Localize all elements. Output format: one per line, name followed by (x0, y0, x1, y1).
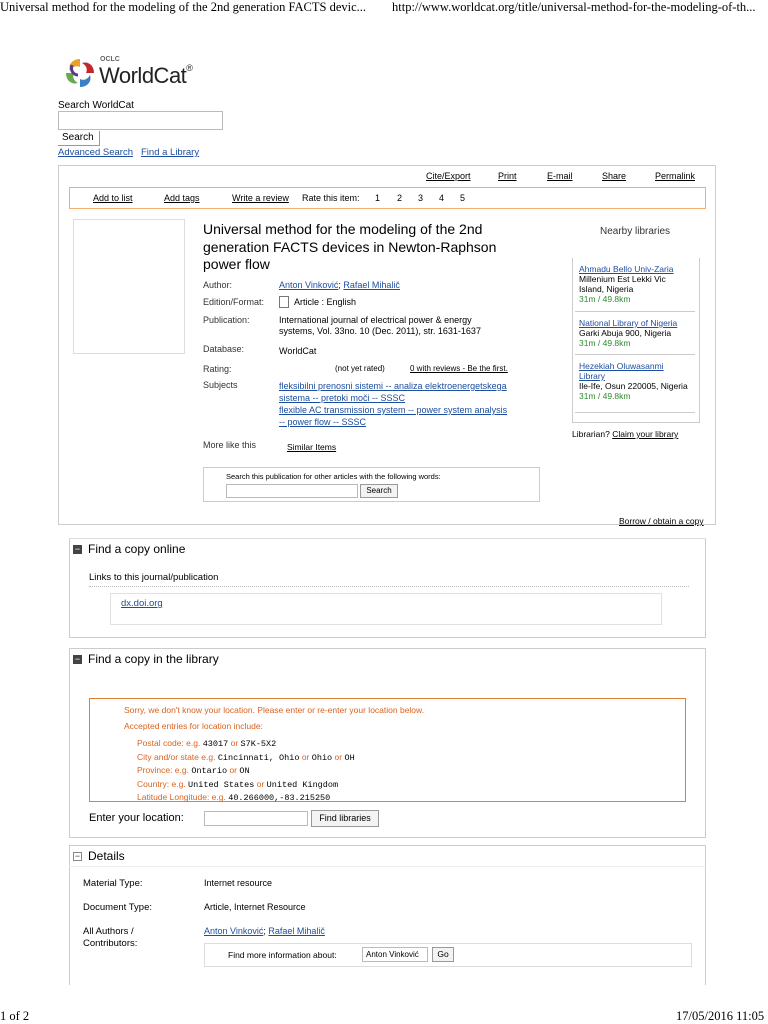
add-to-list-link[interactable]: Add to list (93, 193, 133, 203)
more-like-this-label: More like this (203, 440, 257, 450)
find-online-heading[interactable]: − Find a copy online (74, 542, 186, 556)
email-link[interactable]: E-mail (547, 171, 573, 181)
record-title: Universal method for the modeling of the 2nd generation FACTS devices in Newton-Raphson power flow (203, 221, 497, 272)
subjects-label: Subjects (203, 380, 238, 390)
material-type-label: Material Type: (83, 878, 143, 889)
location-examples: Postal code: e.g. 43017 or S7K-5X2 City and/or state e.g. Cincinnati, Ohio or Ohio or OH Province: e.g. Ontario or ON Country: e.g. United States or United Kingdom Latitude Longitude: e.g. 40.266000,-83.215250 (137, 738, 355, 803)
rate-2[interactable]: 2 (397, 193, 403, 203)
oclc-label: OCLC (100, 56, 120, 63)
write-review-link[interactable]: Write a review (232, 193, 289, 203)
print-footer-page: 1 of 2 (0, 1009, 30, 1023)
print-header-title: Universal method for the modeling of the 2nd generation FACTS devic... (0, 0, 367, 14)
share-link[interactable]: Share (602, 171, 627, 181)
format-value: Article : English (294, 297, 357, 307)
database-value: WorldCat (279, 346, 317, 356)
subjects-list (279, 380, 507, 428)
enter-location-label: Enter your location: (89, 812, 184, 824)
doi-link[interactable]: dx.doi.org (121, 598, 163, 609)
publication-label: Publication: (203, 315, 250, 325)
article-icon (279, 296, 289, 308)
search-label: Search WorldCat (58, 100, 134, 111)
rate-1[interactable]: 1 (375, 193, 381, 203)
print-header-url: http://www.worldcat.org/title/universal-method-for-the-modeling-of-th... (392, 0, 756, 14)
subject-link[interactable]: flexible AC transmission system -- power system analysis (279, 405, 508, 415)
doi-link-box (110, 593, 662, 625)
claim-library-link[interactable]: Claim your library (612, 429, 679, 439)
document-type-label: Document Type: (83, 902, 153, 913)
authors: Anton Vinković; Rafael Mihalič (279, 280, 400, 290)
search-publication-input[interactable] (226, 484, 358, 498)
search-input[interactable] (58, 111, 223, 130)
more-info-label: Find more information about: (228, 950, 337, 960)
author-select[interactable]: Anton Vinković (362, 947, 428, 962)
find-a-library-link[interactable]: Find a Library (141, 147, 200, 158)
author-link[interactable]: Rafael Mihalič (268, 926, 325, 936)
rate-5[interactable]: 5 (460, 193, 466, 203)
collapse-icon[interactable]: − (74, 544, 81, 555)
search-button[interactable]: Search (58, 131, 100, 146)
publication-value: International journal of electrical power & energy systems, Vol. 33no. 10 (Dec. 2011), str. 1631-1637 (279, 315, 481, 336)
borrow-link[interactable]: Borrow / obtain a copy (619, 516, 704, 526)
print-link[interactable]: Print (498, 171, 517, 181)
library-link[interactable]: Hezekiah Oluwasanmi Library (579, 361, 664, 381)
nearby-libraries-list[interactable]: Ahmadu Bello Univ-Zaria Millenium Est Lekki Vic Island, Nigeria 31m / 49.8km National Library of Nigeria Garki Abuja 900, Nigeria 31m / 49.8km Hezekiah Oluwasanmi Library Ile-Ife, Osun 220005, Nigeria 31m / 49.8km (572, 258, 700, 423)
author-label: Author: (203, 280, 233, 290)
collapse-icon[interactable]: − (74, 851, 81, 862)
details-authors: Anton Vinković; Rafael Mihalič (204, 926, 325, 936)
find-library-heading[interactable]: − Find a copy in the library (74, 652, 219, 666)
subject-link[interactable]: sistema -- pretoki moči -- SSSC (279, 393, 406, 403)
similar-items-link[interactable]: Similar Items (287, 442, 337, 452)
author-link[interactable]: Rafael Mihalič (343, 280, 400, 290)
advanced-search-link[interactable]: Advanced Search (58, 147, 133, 158)
worldcat-logo-icon[interactable] (62, 55, 98, 91)
search-publication-button[interactable]: Search (360, 484, 398, 498)
rating-value: (not yet rated) (335, 364, 385, 373)
library-link[interactable]: National Library of Nigeria (579, 318, 678, 328)
accepted-entries-label: Accepted entries for location include: (124, 721, 263, 731)
library-link[interactable]: Ahmadu Bello Univ-Zaria (579, 264, 674, 274)
rate-4[interactable]: 4 (439, 193, 445, 203)
search-publication-label: Search this publication for other articles with the following words: (226, 472, 441, 481)
location-input[interactable] (204, 811, 308, 826)
nearby-libraries-title: Nearby libraries (600, 226, 671, 237)
location-message: Sorry, we don't know your location. Please enter or re-enter your location below. (124, 705, 425, 715)
go-button[interactable]: Go (432, 947, 454, 962)
all-authors-label: All Authors / Contributors: (83, 926, 138, 949)
print-footer-date: 17/05/2016 11:05 (676, 1009, 765, 1023)
worldcat-wordmark[interactable]: WorldCat® (99, 63, 193, 88)
author-link[interactable]: Anton Vinković (204, 926, 264, 936)
rating-label: Rating: (203, 364, 232, 374)
rate-3[interactable]: 3 (418, 193, 424, 203)
find-libraries-button[interactable]: Find libraries (311, 810, 379, 827)
permalink-link[interactable]: Permalink (655, 171, 696, 181)
database-label: Database: (203, 344, 245, 354)
details-heading[interactable]: − Details (74, 849, 125, 863)
cover-image (73, 219, 185, 354)
links-label: Links to this journal/publication (89, 572, 219, 583)
document-type-value: Article, Internet Resource (204, 902, 306, 912)
subject-link[interactable]: -- power flow -- SSSC (279, 417, 367, 427)
reviews-link[interactable]: 0 with reviews - Be the first. (410, 364, 508, 373)
format-label: Edition/Format: (203, 297, 265, 307)
material-type-value: Internet resource (204, 878, 273, 888)
subject-link[interactable]: fleksibilni prenosni sistemi -- analiza elektroenergetskega (279, 381, 507, 391)
add-tags-link[interactable]: Add tags (164, 193, 200, 203)
cite-export-link[interactable]: Cite/Export (426, 171, 471, 181)
librarian-line: Librarian? Claim your library (572, 429, 679, 439)
collapse-icon[interactable]: − (74, 654, 81, 665)
rate-label: Rate this item: (302, 193, 360, 203)
author-link[interactable]: Anton Vinković (279, 280, 339, 290)
